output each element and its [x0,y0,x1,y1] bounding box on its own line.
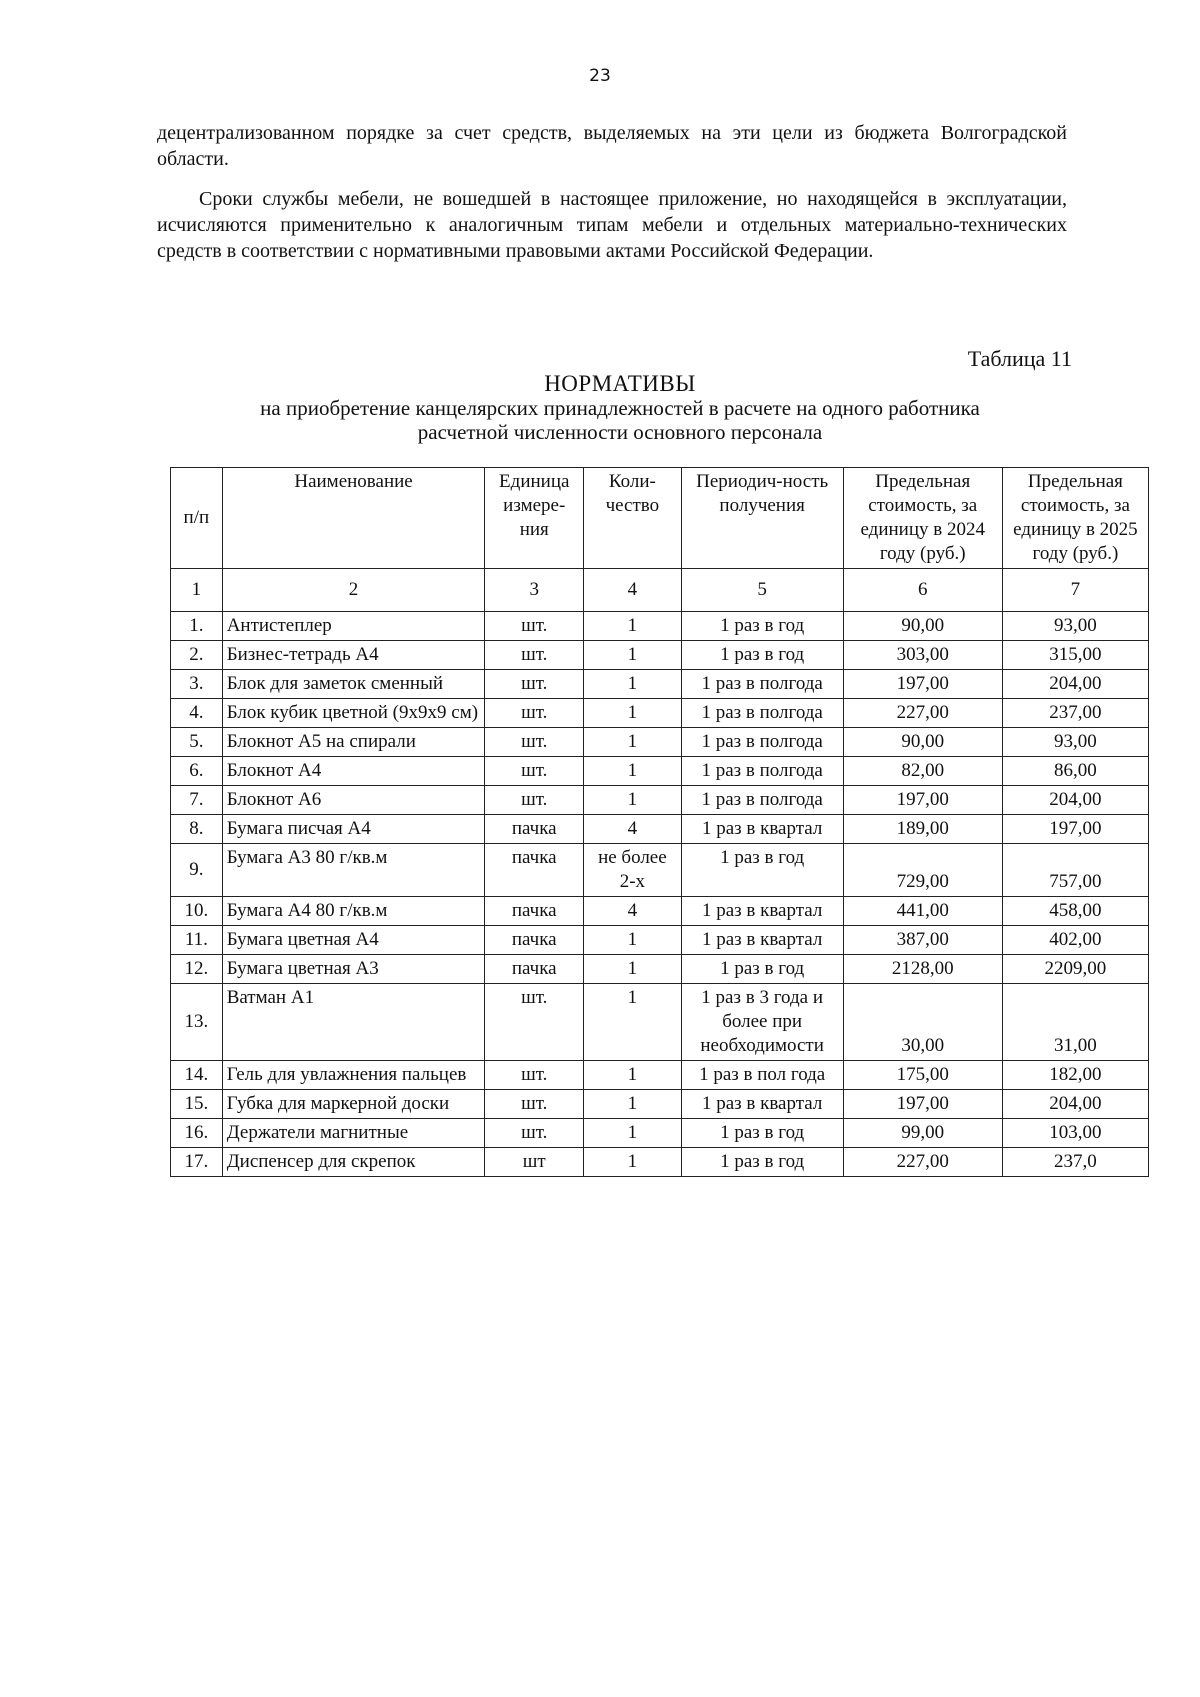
item-period: 1 раз в год [681,1119,843,1148]
item-unit: шт. [485,1061,584,1090]
item-unit: шт [485,1148,584,1177]
item-period: 1 раз в квартал [681,926,843,955]
table-title [0,372,1200,444]
row-number: 3. [171,670,223,699]
item-price-2024: 197,00 [843,1090,1002,1119]
item-period: 1 раз в квартал [681,897,843,926]
row-number: 9. [171,844,223,897]
item-unit: шт. [485,728,584,757]
item-name: Бумага цветная А3 [222,955,485,984]
table-row [171,1061,1149,1090]
paragraph-furniture-terms: Сроки службы мебели, не вошедшей в настоящее приложение, но находящейся в эксплуатации, исчисляются применительно к аналогичным типам мебели и отдельных материально-технических средств в соответствии с нормативными правовыми актами Российской Федерации. [157,188,1067,262]
item-name: Бумага А4 80 г/кв.м [222,897,485,926]
header-name: Наименование [222,468,485,569]
column-index-cell: 4 [584,569,682,612]
item-price-2025: 93,00 [1002,612,1148,641]
table-row [171,815,1149,844]
item-name: Блок кубик цветной (9х9х9 см) [222,699,485,728]
item-name: Гель для увлажнения пальцев [222,1061,485,1090]
item-quantity: 4 [584,897,682,926]
row-number: 10. [171,897,223,926]
item-name: Диспенсер для скрепок [222,1148,485,1177]
table-row [171,984,1149,1061]
item-price-2024: 227,00 [843,699,1002,728]
row-number: 4. [171,699,223,728]
item-unit: пачка [485,955,584,984]
item-period: 1 раз в год [681,844,843,897]
item-price-2025: 2209,00 [1002,955,1148,984]
item-quantity: 1 [584,984,682,1061]
item-price-2024: 197,00 [843,786,1002,815]
row-number: 11. [171,926,223,955]
table-row [171,1090,1149,1119]
item-period: 1 раз в пол года [681,1061,843,1090]
item-name: Блок для заметок сменный [222,670,485,699]
table-header-row [171,468,1149,569]
table-row [171,612,1149,641]
item-unit: пачка [485,897,584,926]
row-number: 14. [171,1061,223,1090]
item-quantity: 1 [584,728,682,757]
item-name: Блокнот А6 [222,786,485,815]
row-number: 6. [171,757,223,786]
item-price-2025: 93,00 [1002,728,1148,757]
item-price-2024: 197,00 [843,670,1002,699]
table-row [171,786,1149,815]
row-number: 13. [171,984,223,1061]
item-quantity: 1 [584,926,682,955]
item-price-2024: 175,00 [843,1061,1002,1090]
table-row [171,926,1149,955]
table-row [171,1119,1149,1148]
item-name: Бизнес-тетрадь А4 [222,641,485,670]
item-period: 1 раз в год [681,1148,843,1177]
item-period: 1 раз в год [681,612,843,641]
item-period: 1 раз в год [681,641,843,670]
row-number: 17. [171,1148,223,1177]
item-price-2024: 227,00 [843,1148,1002,1177]
item-price-2025: 204,00 [1002,1090,1148,1119]
item-price-2025: 204,00 [1002,670,1148,699]
item-period: 1 раз в год [681,955,843,984]
item-price-2024: 90,00 [843,612,1002,641]
item-unit: пачка [485,926,584,955]
column-index-cell: 1 [171,569,223,612]
table-row [171,699,1149,728]
item-period: 1 раз в 3 года и более при необходимости [681,984,843,1061]
column-index-cell: 5 [681,569,843,612]
table-title-line: расчетной численности основного персонала [417,420,823,444]
item-price-2024: 441,00 [843,897,1002,926]
column-index-cell: 2 [222,569,485,612]
item-unit: шт. [485,699,584,728]
header-num: п/п [171,468,223,569]
item-unit: пачка [485,815,584,844]
table-row [171,641,1149,670]
item-name: Блокнот А4 [222,757,485,786]
row-number: 12. [171,955,223,984]
item-price-2025: 237,0 [1002,1148,1148,1177]
table-label: Таблица 11 [967,346,1072,371]
header-qty: Коли-чество [584,468,682,569]
item-price-2024: 729,00 [843,844,1002,897]
item-quantity: не более 2-х [584,844,682,897]
item-unit: шт. [485,612,584,641]
item-name: Бумага писчая А4 [222,815,485,844]
table-title-line: на приобретение канцелярских принадлежностей в расчете на одного работника [260,396,980,420]
header-period: Периодич-ность получения [681,468,843,569]
item-period: 1 раз в полгода [681,786,843,815]
header-unit: Единица измере-ния [485,468,584,569]
item-price-2024: 303,00 [843,641,1002,670]
item-quantity: 1 [584,757,682,786]
item-price-2024: 189,00 [843,815,1002,844]
table-row [171,955,1149,984]
item-quantity: 4 [584,815,682,844]
item-price-2025: 757,00 [1002,844,1148,897]
row-number: 16. [171,1119,223,1148]
item-price-2025: 458,00 [1002,897,1148,926]
item-name: Держатели магнитные [222,1119,485,1148]
item-period: 1 раз в квартал [681,1090,843,1119]
item-quantity: 1 [584,1090,682,1119]
header-price-2024: Предельная стоимость, за единицу в 2024 году (руб.) [843,468,1002,569]
row-number: 7. [171,786,223,815]
item-quantity: 1 [584,1148,682,1177]
item-quantity: 1 [584,1119,682,1148]
item-period: 1 раз в полгода [681,699,843,728]
item-unit: шт. [485,786,584,815]
item-quantity: 1 [584,955,682,984]
row-number: 5. [171,728,223,757]
table-row [171,897,1149,926]
item-unit: пачка [485,844,584,897]
item-price-2025: 237,00 [1002,699,1148,728]
item-quantity: 1 [584,612,682,641]
item-name: Бумага А3 80 г/кв.м [222,844,485,897]
item-unit: шт. [485,641,584,670]
column-index-cell: 6 [843,569,1002,612]
item-quantity: 1 [584,786,682,815]
item-price-2025: 103,00 [1002,1119,1148,1148]
item-quantity: 1 [584,641,682,670]
column-index-cell: 7 [1002,569,1148,612]
item-price-2025: 31,00 [1002,984,1148,1061]
item-price-2024: 99,00 [843,1119,1002,1148]
item-name: Бумага цветная А4 [222,926,485,955]
item-quantity: 1 [584,699,682,728]
item-name: Губка для маркерной доски [222,1090,485,1119]
table-row [171,1148,1149,1177]
item-period: 1 раз в полгода [681,728,843,757]
row-number: 1. [171,612,223,641]
paragraph-intro: децентрализованном порядке за счет средств, выделяемых на эти цели из бюджета Волгоградской области. [157,122,1067,170]
item-price-2025: 182,00 [1002,1061,1148,1090]
column-index-row [171,569,1149,612]
item-quantity: 1 [584,670,682,699]
item-price-2025: 86,00 [1002,757,1148,786]
item-price-2024: 30,00 [843,984,1002,1061]
norms-table [170,467,1149,1177]
item-price-2025: 197,00 [1002,815,1148,844]
table-row [171,844,1149,897]
item-unit: шт. [485,757,584,786]
item-unit: шт. [485,1090,584,1119]
table-title-heading: НОРМАТИВЫ [544,371,696,396]
item-name: Ватман А1 [222,984,485,1061]
item-price-2024: 82,00 [843,757,1002,786]
item-unit: шт. [485,984,584,1061]
item-price-2025: 315,00 [1002,641,1148,670]
table-row [171,670,1149,699]
item-name: Антистеплер [222,612,485,641]
page-number: 23 [589,66,611,86]
column-index-cell: 3 [485,569,584,612]
item-unit: шт. [485,670,584,699]
table-row [171,757,1149,786]
item-price-2024: 387,00 [843,926,1002,955]
row-number: 2. [171,641,223,670]
row-number: 15. [171,1090,223,1119]
item-period: 1 раз в квартал [681,815,843,844]
item-period: 1 раз в полгода [681,757,843,786]
item-price-2025: 402,00 [1002,926,1148,955]
table-row [171,728,1149,757]
item-unit: шт. [485,1119,584,1148]
item-period: 1 раз в полгода [681,670,843,699]
item-name: Блокнот А5 на спирали [222,728,485,757]
item-price-2024: 90,00 [843,728,1002,757]
item-price-2025: 204,00 [1002,786,1148,815]
item-price-2024: 2128,00 [843,955,1002,984]
header-price-2025: Предельная стоимость, за единицу в 2025 году (руб.) [1002,468,1148,569]
row-number: 8. [171,815,223,844]
item-quantity: 1 [584,1061,682,1090]
